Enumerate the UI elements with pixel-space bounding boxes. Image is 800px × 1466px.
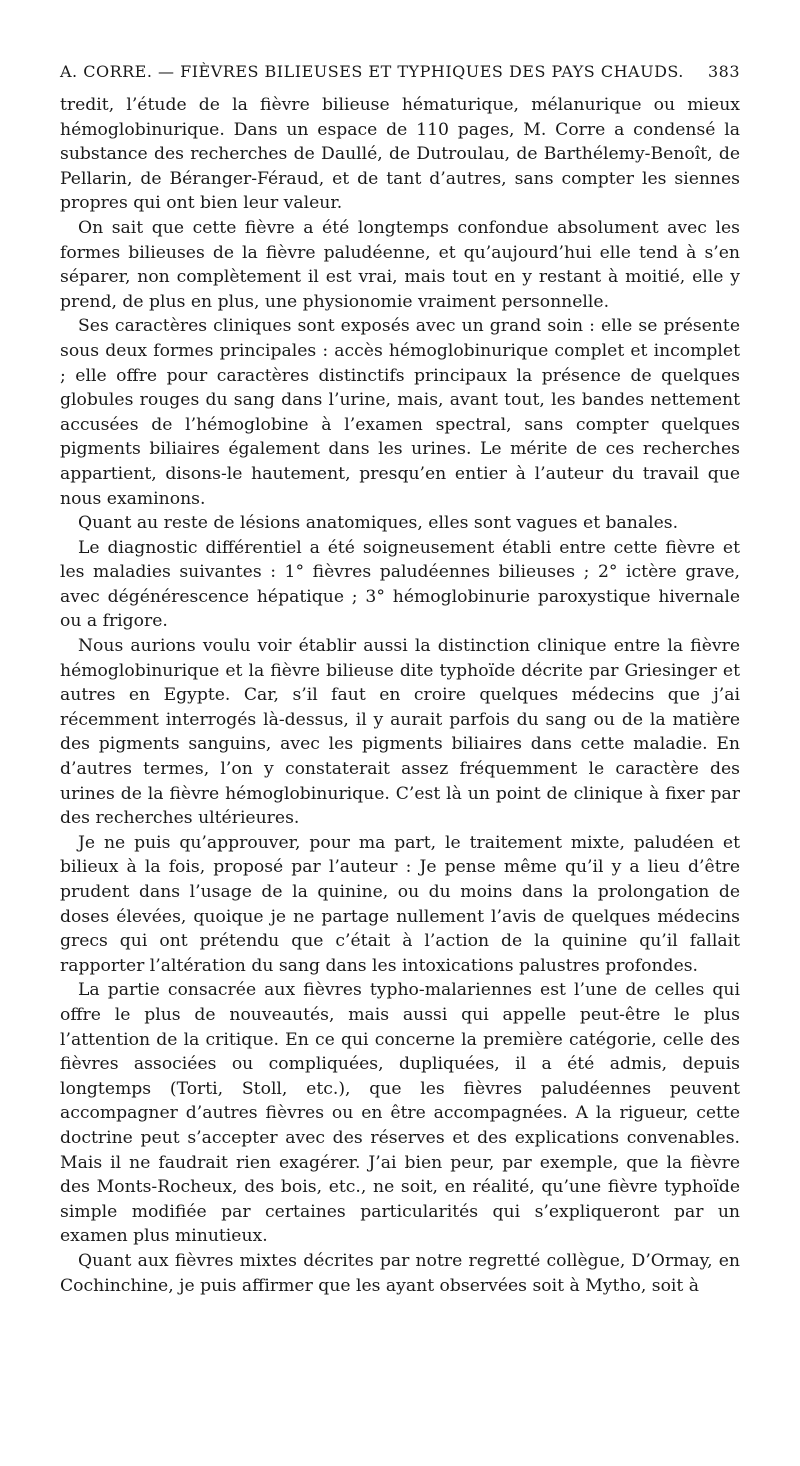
paragraph-continued: tredit, l’étude de la fièvre bilieuse hématurique, mélanurique ou mieux hémoglobinurique. Dans un espace de 110 pages, M. Corre a condensé la substance des recherches de Daullé, de Dutroulau, de Barthélemy-Benoît, de Pellarin, de Béranger-Féraud, et de tant d’autres, sans compter les siennes propres qui ont bien leur valeur. (60, 95, 740, 214)
paragraph: Nous aurions voulu voir établir aussi la distinction clinique entre la fièvre hémoglobinurique et la fièvre bilieuse dite typhoïde décrite par Griesinger et autres en Egypte. Car, s’il faut en croire quelques médecins que j’ai récemment interrogés là-dessus, il y aurait parfois du sang ou de la matière des pigments sanguins, avec les pigments biliaires dans cette maladie. En d’autres termes, l’on y constaterait assez fréquemment le caractère des urines de la fièvre hémoglobinurique. C’est là un point de clinique à fixer par des recherches ultérieures. (60, 636, 740, 829)
paragraph: On sait que cette fièvre a été longtemps confondue absolument avec les formes bilieuses de la fièvre paludéenne, et qu’aujourd’hui elle tend à s’en séparer, non complètement il est vrai, mais tout en y restant à moitié, elle y prend, de plus en plus, une physionomie vraiment personnelle. (60, 217, 740, 312)
paragraph: Quant au reste de lésions anatomiques, elles sont vagues et banales. (78, 513, 679, 534)
document-page (60, 62, 740, 1298)
paragraph: Je ne puis qu’approuver, pour ma part, le traitement mixte, paludéen et bilieux à la fois, proposé par l’auteur : Je pense même qu’il y a lieu d’être prudent dans l’usage de la quinine, ou du moins dans la prolongation de doses élevées, quoique je ne partage nullement l’avis de quelques médecins grecs qui ont prétendu que c’était à l’action de la quinine qu’il fallait rapporter l’altération du sang dans les intoxications palustres profondes. (60, 832, 740, 976)
page-number: 383 (707, 62, 740, 81)
paragraph: La partie consacrée aux fièvres typho-malariennes est l’une de celles qui offre le plus de nouveautés, mais aussi qui appelle peut-être le plus l’attention de la critique. En ce qui concerne la première catégorie, celle des fièvres associées ou compliquées, dupliquées, il a été admis, depuis longtemps (Torti, Stoll, etc.), que les fièvres paludéennes peuvent accompagner d’autres fièvres ou en être accompagnées. A la rigueur, cette doctrine peut s’accepter avec des réserves et des explications convenables. Mais il ne faudrait rien exagérer. J’ai bien peur, par exemple, que la fièvre des Monts-Rocheux, des bois, etc., ne soit, en réalité, qu’une fièvre typhoïde simple modifiée par certaines particularités qui s’expliqueront par un examen plus minutieux. (60, 980, 740, 1247)
paragraph: Ses caractères cliniques sont exposés avec un grand soin : elle se présente sous deux formes principales : accès hémoglobinurique complet et incomplet ; elle offre pour caractères distinctifs principaux la présence de quelques globules rouges du sang dans l’urine, mais, avant tout, les bandes nettement accusées de l’hémoglobine à l’examen spectral, sans compter quelques pigments biliaires également dans les urines. Le mérite de ces recherches appartient, disons-le hautement, presqu’en entier à l’auteur du travail que nous examinons. (60, 316, 740, 509)
paragraph: Le diagnostic différentiel a été soigneusement établi entre cette fièvre et les maladies suivantes : 1° fièvres paludéennes bilieuses ; 2° ictère grave, avec dégénérescence hépatique ; 3° hémoglobinurie paroxystique hivernale ou a frigore. (60, 537, 740, 632)
running-title: A. CORRE. — FIÈVRES BILIEUSES ET TYPHIQUES DES PAYS CHAUDS. (60, 62, 684, 81)
running-header (60, 62, 740, 81)
paragraph: Quant aux fièvres mixtes décrites par notre regretté collègue, D’Ormay, en Cochinchine, je puis affirmer que les ayant observées soit à Mytho, soit à (60, 1250, 740, 1296)
